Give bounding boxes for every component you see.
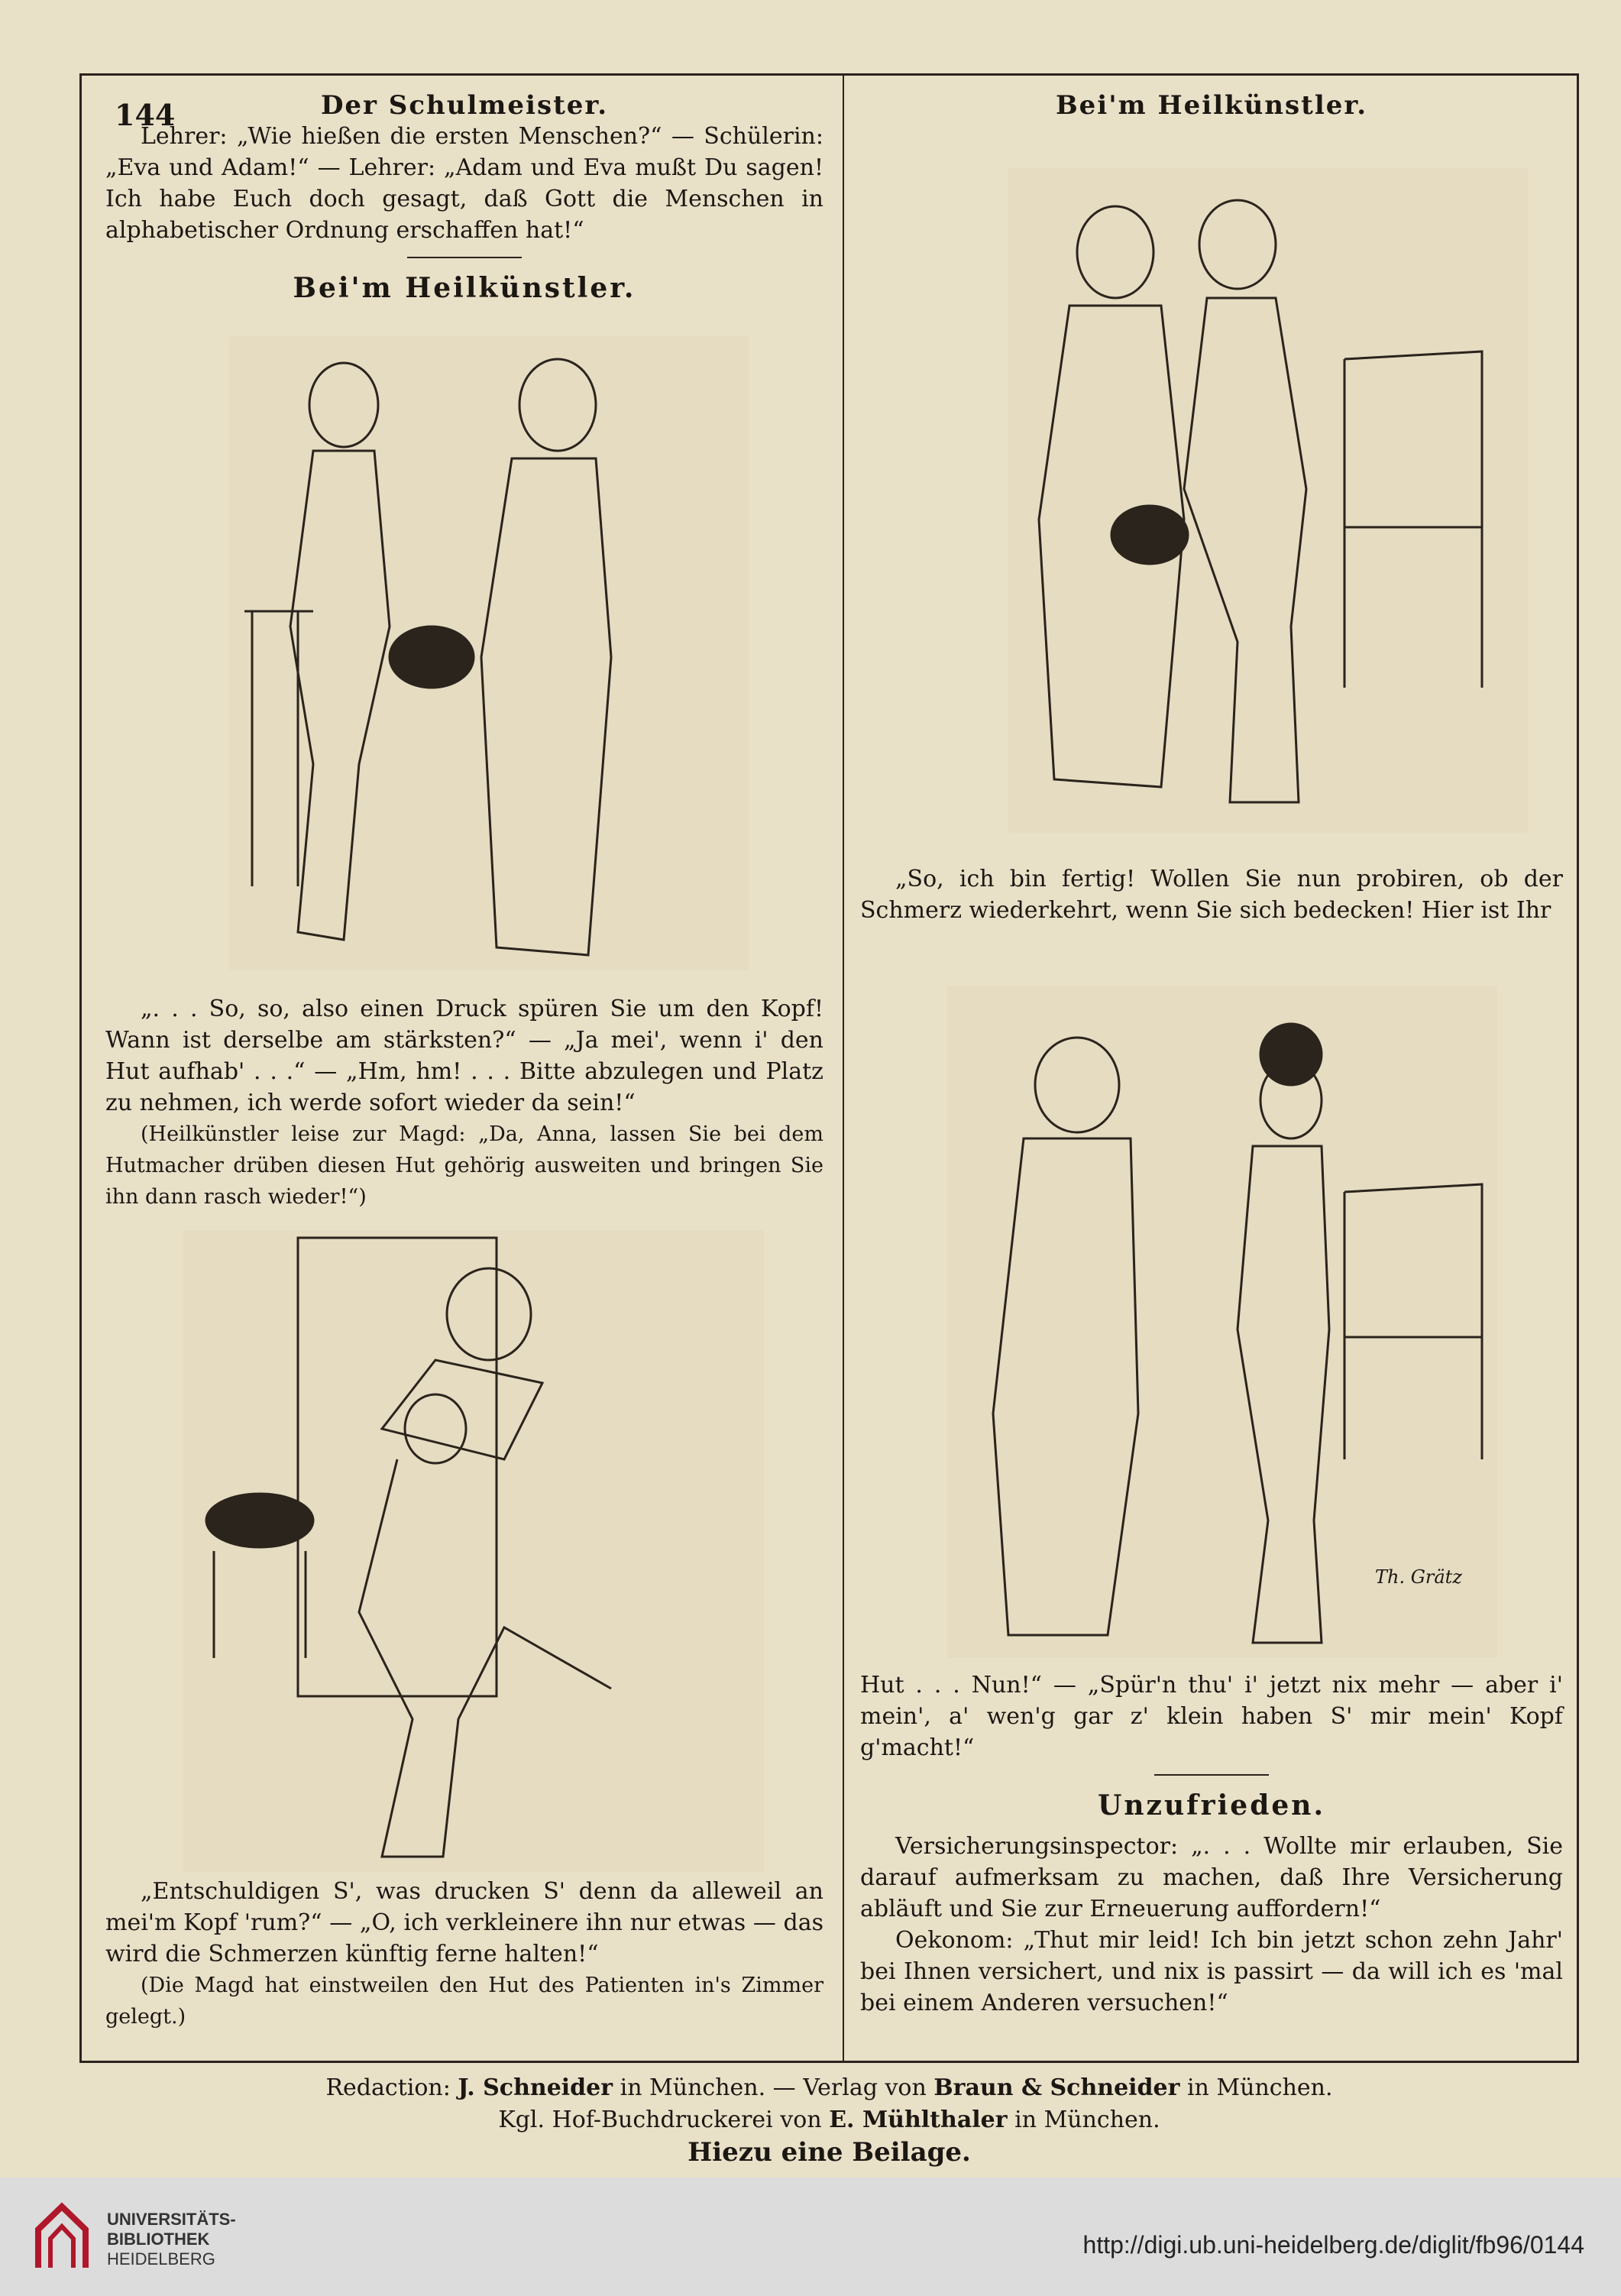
colophon-editor: J. Schneider [458, 2074, 613, 2101]
engraving-sketch [183, 1230, 764, 1872]
permalink-url[interactable]: http://digi.ub.uni-heidelberg.de/diglit/fb96/0144 [1082, 2231, 1584, 2259]
colophon-redaction-label: Redaction: [325, 2074, 458, 2101]
caption1-block [105, 993, 823, 1213]
caption3: „So, ich bin fertig! Wollen Sie nun probiren, ob der Schmerz wiederkehrt, wenn Sie sich bedecken! Hier ist Ihr [860, 866, 1563, 924]
engraving-sketch [947, 986, 1497, 1658]
separator-rule [407, 257, 522, 258]
caption3-block [860, 863, 1563, 926]
caption2-block [105, 1876, 823, 2032]
colophon-printer: E. Mühlthaler [829, 2107, 1008, 2133]
illustration-doctor-takes-hat [229, 336, 749, 970]
right-column [860, 90, 1563, 121]
colophon-printer-place: in München. [1007, 2107, 1160, 2133]
engraving-sketch [1008, 168, 1528, 833]
left-column [105, 90, 823, 313]
illustration-patient-with-hat [947, 986, 1497, 1658]
colophon-supplement: Hiezu eine Beilage. [688, 2137, 971, 2168]
colophon [79, 2072, 1579, 2168]
library-name-line3: HEIDELBERG [107, 2249, 215, 2268]
colophon-line1 [79, 2072, 1579, 2104]
colophon-line2 [79, 2104, 1579, 2136]
library-logo-icon[interactable] [31, 2199, 93, 2275]
caption2-note: (Die Magd hat einstweilen den Hut des Patienten in's Zimmer gelegt.) [105, 1974, 823, 2029]
artist-signature: Th. Grätz [1375, 1566, 1462, 1588]
colophon-place: in München. [1179, 2074, 1333, 2101]
caption4-block [860, 1669, 1563, 2019]
colophon-printer-prefix: Kgl. Hof-Buchdruckerei von [498, 2107, 830, 2133]
colophon-publisher-prefix: in München. — Verlag von [613, 2074, 934, 2101]
illustration-hat-returned [1008, 168, 1528, 833]
column-divider [843, 73, 844, 2063]
joke3-title: Unzufrieden. [1097, 1789, 1325, 1822]
colophon-publisher: Braun & Schneider [933, 2074, 1180, 2101]
caption1-note: (Heilkünstler leise zur Magd: „Da, Anna, lassen Sie bei dem Hutmacher drüben diesen Hut gehörig ausweiten und bringen Sie ihn dann rasch wieder!“) [105, 1122, 823, 1209]
library-name-line2: BIBLIOTHEK [107, 2230, 210, 2249]
engraving-sketch [229, 336, 749, 970]
joke1-text: Lehrer: „Wie hießen die ersten Menschen?“ — Schülerin: „Eva und Adam!“ — Lehrer: „Adam und Eva mußt Du sagen! Ich habe Euch doch gesagt, daß Gott die Menschen in alphabetischer Ordnung erschaffen hat!“ [105, 123, 823, 244]
caption2: „Entschuldigen S', was drucken S' denn da alleweil an mei'm Kopf 'rum?“ — „O, ich verkleinere ihn nur etwas — das wird die Schmerzen künftig ferne halten!“ [105, 1878, 823, 1967]
illustration-doctor-squeezes-head [183, 1230, 764, 1872]
joke1-title: Der Schulmeister. [320, 90, 609, 121]
library-footer [0, 2178, 1621, 2296]
joke2-title: Bei'm Heilkünstler. [293, 272, 636, 304]
running-head: Bei'm Heilkünstler. [1055, 90, 1368, 121]
joke3-text2: Oekonom: „Thut mir leid! Ich bin jetzt schon zehn Jahr' bei Ihnen versichert, und nix is passirt — da will ich es 'mal bei einem Anderen versuchen!“ [860, 1927, 1563, 2016]
library-name-line1: UNIVERSITÄTS- [107, 2210, 236, 2229]
page-number: 144 [115, 98, 176, 132]
caption1: „. . . So, so, also einen Druck spüren Sie um den Kopf! Wann ist derselbe am stärksten?“ — „Ja mei', wenn i' den Hut aufhab' . . .“ — „Hm, hm! . . . Bitte abzulegen und Platz zu nehmen, ich werde sofort wieder da sein!“ [105, 996, 823, 1116]
separator-rule [1154, 1774, 1269, 1776]
library-name[interactable] [107, 2210, 236, 2269]
joke3-text1: Versicherungsinspector: „. . . Wollte mir erlauben, Sie darauf aufmerksam zu machen, daß Ihre Versicherung abläuft und Sie zur Erneuerung auffordern!“ [860, 1833, 1563, 1922]
caption4: Hut . . . Nun!“ — „Spür'n thu' i' jetzt nix mehr — aber i' mein', a' wen'g gar z' klein haben S' mir mein' Kopf g'macht!“ [860, 1672, 1563, 1761]
